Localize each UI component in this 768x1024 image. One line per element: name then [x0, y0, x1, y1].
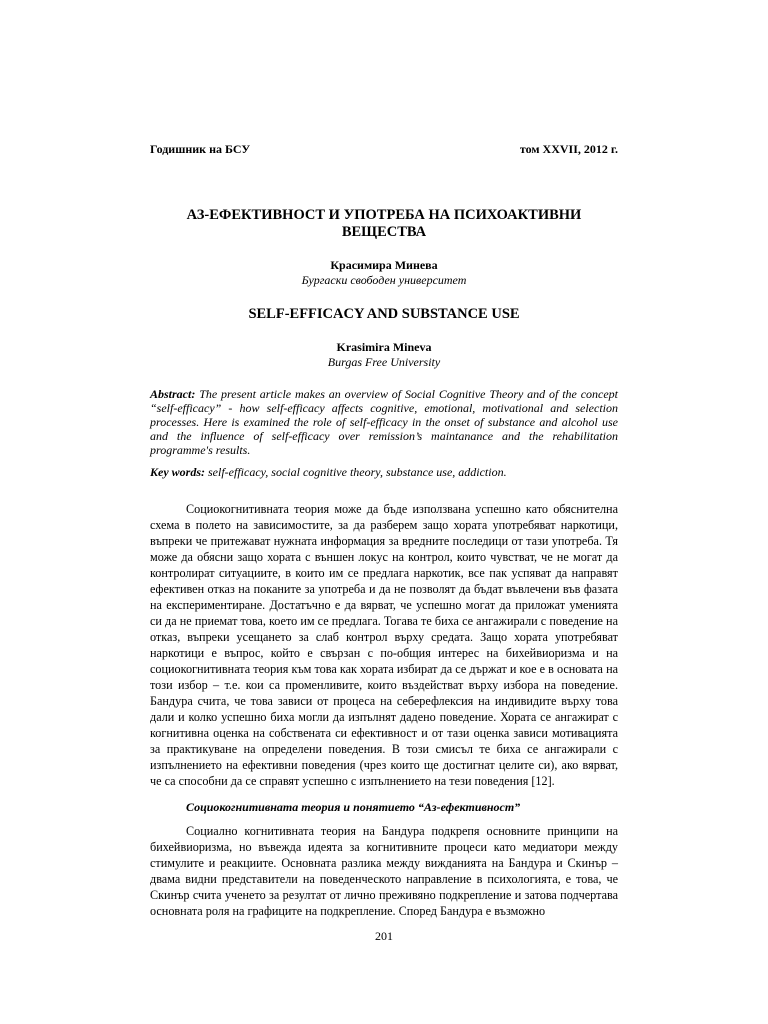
section-heading: Социокогнитивната теория и понятието “Аз-ефективност”: [186, 800, 521, 814]
abstract-text: The present article makes an overview of Social Cognitive Theory and of the concept “self-efficacy” - how self-efficacy affects cognitive, emotional, motivational and selection processes. Here is examined the role of self-efficacy in the onset of substance and alcohol use and the influence of self-efficacy over remission’s maintanance and the rehabilitation programme's results.: [150, 387, 619, 457]
body-text: [150, 501, 618, 919]
journal-name: Годишник на БСУ: [150, 142, 251, 156]
paragraph-1: Социокогнитивната теория може да бъде използвана успешно като обяснителна схема в полето на зависимостите, за да разберем защо хората употребяват наркотици, въпреки че притежават нужната информация за вредните последици от тази употреба. Тя може да обясни защо хората с външен локус на контрол, които чувстват, че не могат да контролират ситуациите, в които им се предлага наркотик, все пак успяват да направят ефективен отказ на поканите за употреба и да не позволят да бъдат въвлечени във фазата на експериментиране. Достатъчно е да вярват, че успешно могат да приложат уменията си да не приемат това, което им се предлага. Тогава те биха се ангажирали с поведение на отказ, въпреки усещането за слаб контрол върху средата. Защо хората употребяват наркотици е въпрос, който е свързан с по-общия интерес на бихейвиоризма и на социокогнитивната теория към това как хората избират да се държат и кое е в основата на този избор – т.е. кои са променливите, които въздействат върху избора на поведение. Бандура счита, че това зависи от процеса на себерефлексия на индивидите върху това дали и колко успешно биха могли да изпълнят дадено поведение. Хората се ангажират с когнитивна оценка на собствената си ефективност и от тази оценка зависи мотивацията за практикуване на определени поведения. В този смисъл те биха се ангажирали с изпълнението на ефективни поведения (чрез които ще достигнат целите си), ако вярват, че са способни да се справят успешно с изпълнението на тези поведения [12].: [150, 502, 618, 788]
affiliation-en: Burgas Free University: [327, 355, 441, 369]
keywords: [150, 465, 618, 479]
keywords-text: self-efficacy, social cognitive theory, substance use, addiction.: [208, 465, 507, 479]
keywords-label: Key words:: [150, 465, 205, 479]
page: [150, 141, 618, 944]
running-head: [150, 141, 618, 157]
abstract-label: Abstract:: [150, 387, 196, 401]
abstract: [150, 387, 618, 457]
affiliation-bg: Бургаски свободен университет: [301, 273, 467, 287]
volume-year: том XXVII, 2012 г.: [519, 142, 618, 156]
paragraph-2: Социално когнитивната теория на Бандура подкрепя основните принципи на бихейвиоризма, но въвежда идеята за когнитивните процеси като медиатори между стимулите и реакциите. Основната разлика между вижданията на Бандура и Скинър – двама видни представители на поведенческото направление в психологията, е това, че Скинър счита ученето за резултат от лично преживяно подкрепление и затова подчертава основната роля на графиците на подкрепление. Според Бандура е възможно: [150, 824, 618, 918]
page-number: 201: [375, 929, 393, 943]
article-title-en: SELF-EFFICACY AND SUBSTANCE USE: [248, 306, 520, 322]
author-name-bg: Красимира Минева: [330, 258, 438, 272]
author-name-en: Krasimira Mineva: [336, 340, 432, 354]
article-title-bg: АЗ-ЕФЕКТИВНОСТ И УПОТРЕБА НА ПСИХОАКТИВНИ ВЕЩЕСТВА: [186, 207, 582, 240]
